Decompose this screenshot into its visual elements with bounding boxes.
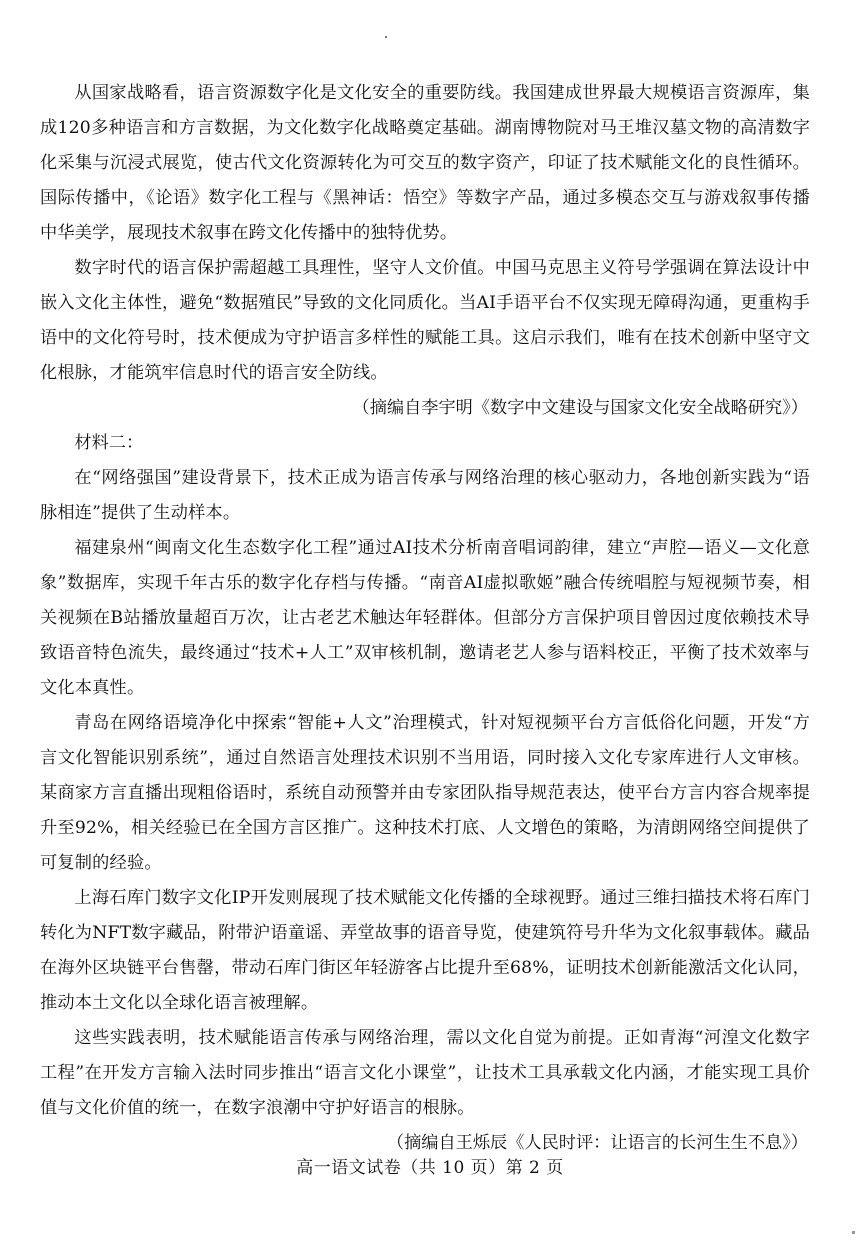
scan-speck bbox=[385, 36, 387, 38]
material-2-heading: 材料二： bbox=[74, 433, 144, 453]
paragraph: 上海石库门数字文化IP开发则展现了技术赋能文化传播的全球视野。通过三维扫描技术将石库门转化为NFT数字藏品，附带沪语童谣、弄堂故事的语音导览，使建筑符号升华为文化叙事载体。藏品在海外区块链平台售罄，带动石库门街区年轻游客占比提升至68%，证明技术创新能激活文化认同，推动本土文化以全球化语言被理解。 bbox=[40, 888, 810, 1013]
paragraph: 在“网络强国”建设背景下，技术正成为语言传承与网络治理的核心驱动力，各地创新实践为“语脉相连”提供了生动样本。 bbox=[40, 468, 810, 523]
article-body bbox=[40, 76, 810, 1161]
paragraph: 这些实践表明，技术赋能语言传承与网络治理，需以文化自觉为前提。正如青海“河湟文化数字工程”在开发方言输入法时同步推出“语言文化小课堂”，让技术工具承载文化内涵，才能实现工具价值与文化价值的统一，在数字浪潮中守护好语言的根脉。 bbox=[40, 1028, 810, 1118]
source-citation-1: （摘编自李宇明《数字中文建设与国家文化安全战略研究》） bbox=[352, 398, 808, 418]
source-citation-2: （摘编自王烁辰《人民时评：让语言的长河生生不息》） bbox=[386, 1133, 808, 1153]
paragraph: 福建泉州“闽南文化生态数字化工程”通过AI技术分析南音唱词韵律，建立“声腔—语义—文化意象”数据库，实现千年古乐的数字化存档与传播。“南音AI虚拟歌姬”融合传统唱腔与短视频节奏，相关视频在B站播放量超百万次，让古老艺术触达年轻群体。但部分方言保护项目曾因过度依赖技术导致语音特色流失，最终通过“技术+人工”双审核机制，邀请老艺人参与语料校正，平衡了技术效率与文化本真性。 bbox=[40, 538, 810, 698]
page-footer: 高一语文试卷（共 10 页）第 2 页 bbox=[296, 1158, 564, 1178]
scan-speck bbox=[852, 1231, 855, 1234]
paragraph: 数字时代的语言保护需超越工具理性，坚守人文价值。中国马克思主义符号学强调在算法设计中嵌入文化主体性，避免“数据殖民”导致的文化同质化。当AI手语平台不仅实现无障碍沟通，更重构手语中的文化符号时，技术便成为守护语言多样性的赋能工具。这启示我们，唯有在技术创新中坚守文化根脉，才能筑牢信息时代的语言安全防线。 bbox=[40, 258, 810, 383]
paragraph: 青岛在网络语境净化中探索“智能+人文”治理模式，针对短视频平台方言低俗化问题，开发“方言文化智能识别系统”，通过自然语言处理技术识别不当用语，同时接入文化专家库进行人文审核。某商家方言直播出现粗俗语时，系统自动预警并由专家团队指导规范表达，使平台方言内容合规率提升至92%，相关经验已在全国方言区推广。这种技术打底、人文增色的策略，为清朗网络空间提供了可复制的经验。 bbox=[40, 713, 810, 873]
paragraph: 从国家战略看，语言资源数字化是文化安全的重要防线。我国建成世界最大规模语言资源库，集成120多种语言和方言数据，为文化数字化战略奠定基础。湖南博物院对马王堆汉墓文物的高清数字化采集与沉浸式展览，使古代文化资源转化为可交互的数字资产，印证了技术赋能文化的良性循环。国际传播中，《论语》数字化工程与《黑神话：悟空》等数字产品，通过多模态交互与游戏叙事传播中华美学，展现技术叙事在跨文化传播中的独特优势。 bbox=[40, 83, 810, 243]
